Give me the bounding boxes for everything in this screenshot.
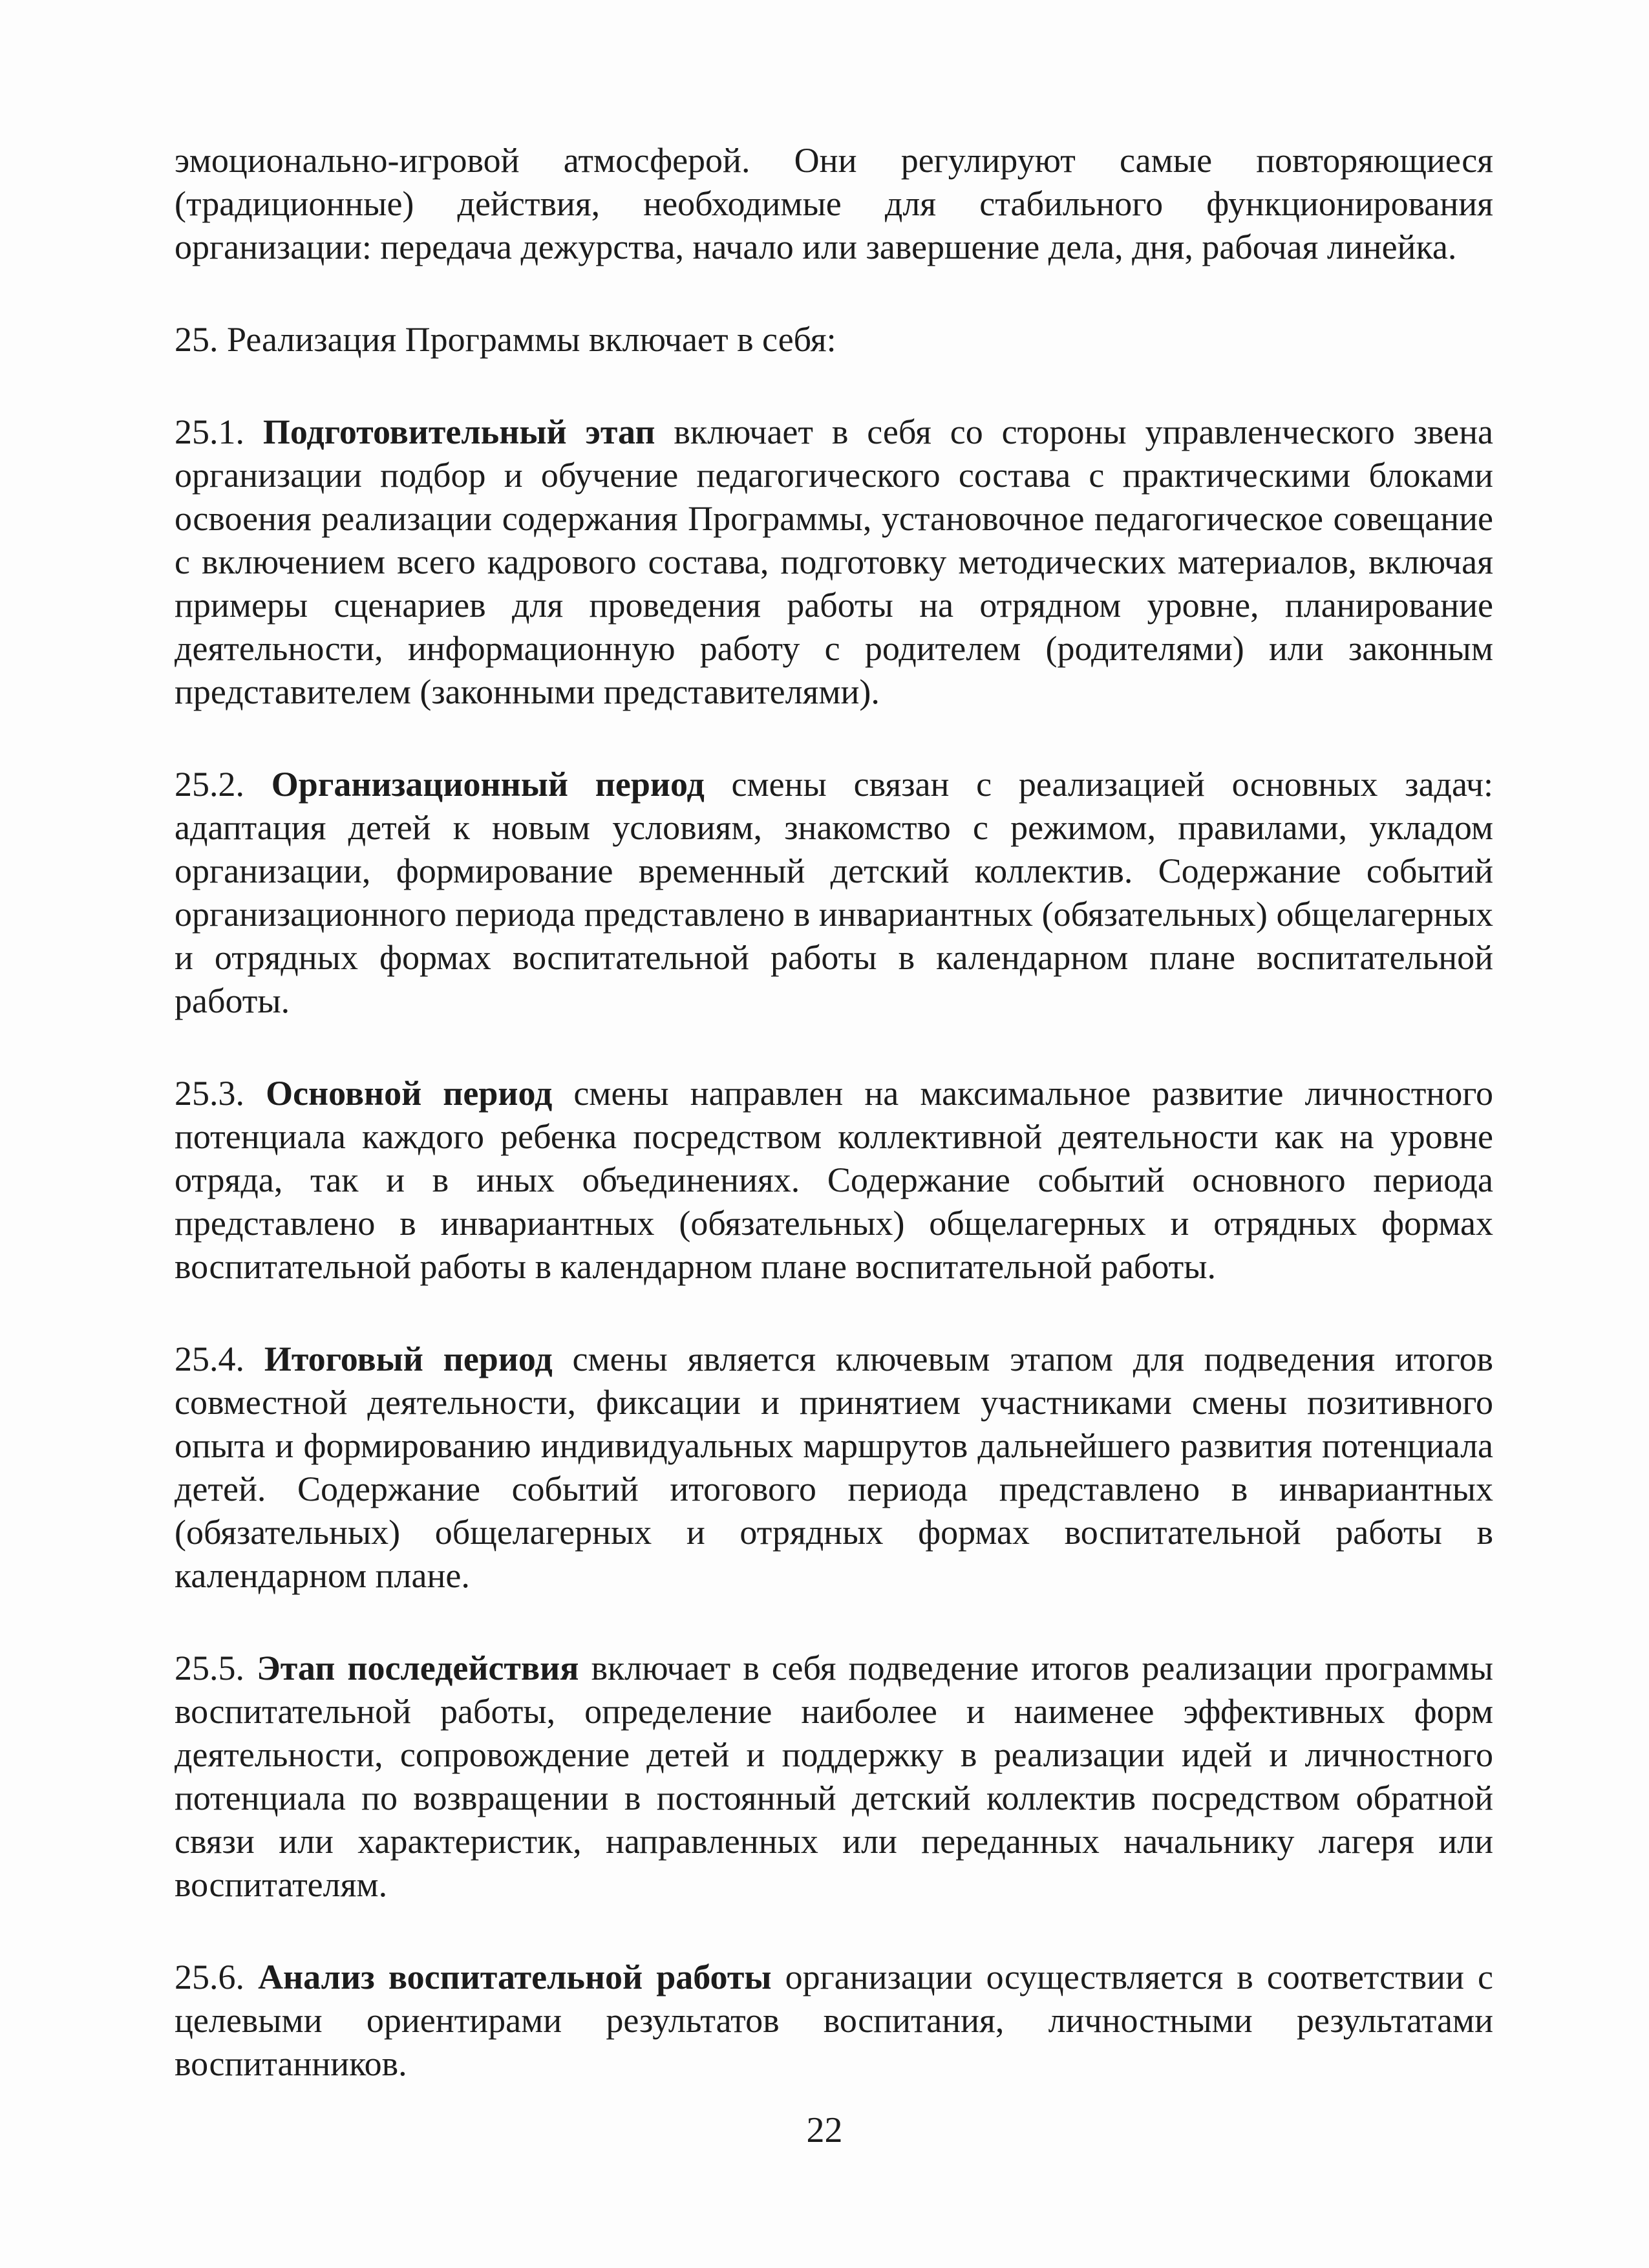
item-25-3: [175, 1072, 1493, 1289]
item-25-2: [175, 763, 1493, 1023]
item-term: Основной период: [266, 1074, 553, 1113]
item-number: 25.1.: [175, 412, 244, 451]
item-term: Этап последействия: [257, 1649, 579, 1687]
item-number: 25.2.: [175, 765, 244, 804]
item-text: смены направлен на максимальное развитие личностного потенциала каждого ребенка посредством коллективной деятельности как на уровне отряда, так и в иных объединениях. Содержание событий основного периода представлено в инвариантных (обязательных) общелагерных и отрядных формах воспитательной работы в календарном плане воспитательной работы.: [175, 1074, 1494, 1286]
item-text: смены связан с реализацией основных задач: адаптация детей к новым условиям, знакомство с режимом, правилами, укладом организации, формирование временный детский коллектив. Содержание событий организационного периода представлено в инвариантных (обязательных) общелагерных и отрядных формах воспитательной работы в календарном плане воспитательной работы.: [175, 765, 1493, 1020]
item-text: включает в себя подведение итогов реализации программы воспитательной работы, определение наиболее и наименее эффективных форм деятельности, сопровождение детей и поддержку в реализации идей и личностного потенциала по возвращении в постоянный детский коллектив посредством обратной связи или характеристик, направленных или переданных начальнику лагеря или воспитателям.: [175, 1649, 1494, 1904]
item-number: 25.3.: [175, 1074, 244, 1113]
item-text: включает в себя со стороны управленческого звена организации подбор и обучение педагогического состава с практическими блоками освоения реализации содержания Программы, установочное педагогическое совещание с включением всего кадрового состава, подготовку методических материалов, включая примеры сценариев для проведения работы на отрядном уровне, планирование деятельности, информационную работу с родителем (родителями) или законным представителем (законными представителями).: [175, 412, 1494, 711]
item-term: Подготовительный этап: [262, 412, 655, 451]
item-number: 25.5.: [175, 1649, 244, 1687]
item-25-4: [175, 1338, 1493, 1598]
item-25-5: [175, 1647, 1493, 1907]
section-heading: 25. Реализация Программы включает в себя:: [175, 320, 836, 359]
item-25-1: [175, 411, 1493, 714]
item-term: Анализ воспитательной работы: [258, 1958, 772, 1996]
item-text: организации осуществляется в соответствии с целевыми ориентирами результатов воспитания, личностными результатами воспитанников.: [175, 1958, 1493, 2083]
item-text: смены является ключевым этапом для подведения итогов совместной деятельности, фиксации и принятием участниками смены позитивного опыта и формированию индивидуальных маршрутов дальнейшего развития потенциала детей. Содержание событий итогового периода представлено в инвариантных (обязательных) общелагерных и отрядных формах воспитательной работы в календарном плане.: [175, 1340, 1494, 1595]
item-25-6: [175, 1956, 1493, 2086]
page-body: [175, 139, 1493, 2086]
item-number: 25.6.: [175, 1958, 244, 1996]
item-term: Итоговый период: [264, 1340, 553, 1378]
item-number: 25.4.: [175, 1340, 244, 1378]
intro-paragraph: эмоционально-игровой атмосферой. Они регулируют самые повторяющиеся (традиционные) действия, необходимые для стабильного функционирования организации: передача дежурства, начало или завершение дела, дня, рабочая линейка.: [175, 141, 1493, 266]
item-term: Организационный период: [271, 765, 705, 804]
page-number: 22: [806, 2110, 843, 2150]
